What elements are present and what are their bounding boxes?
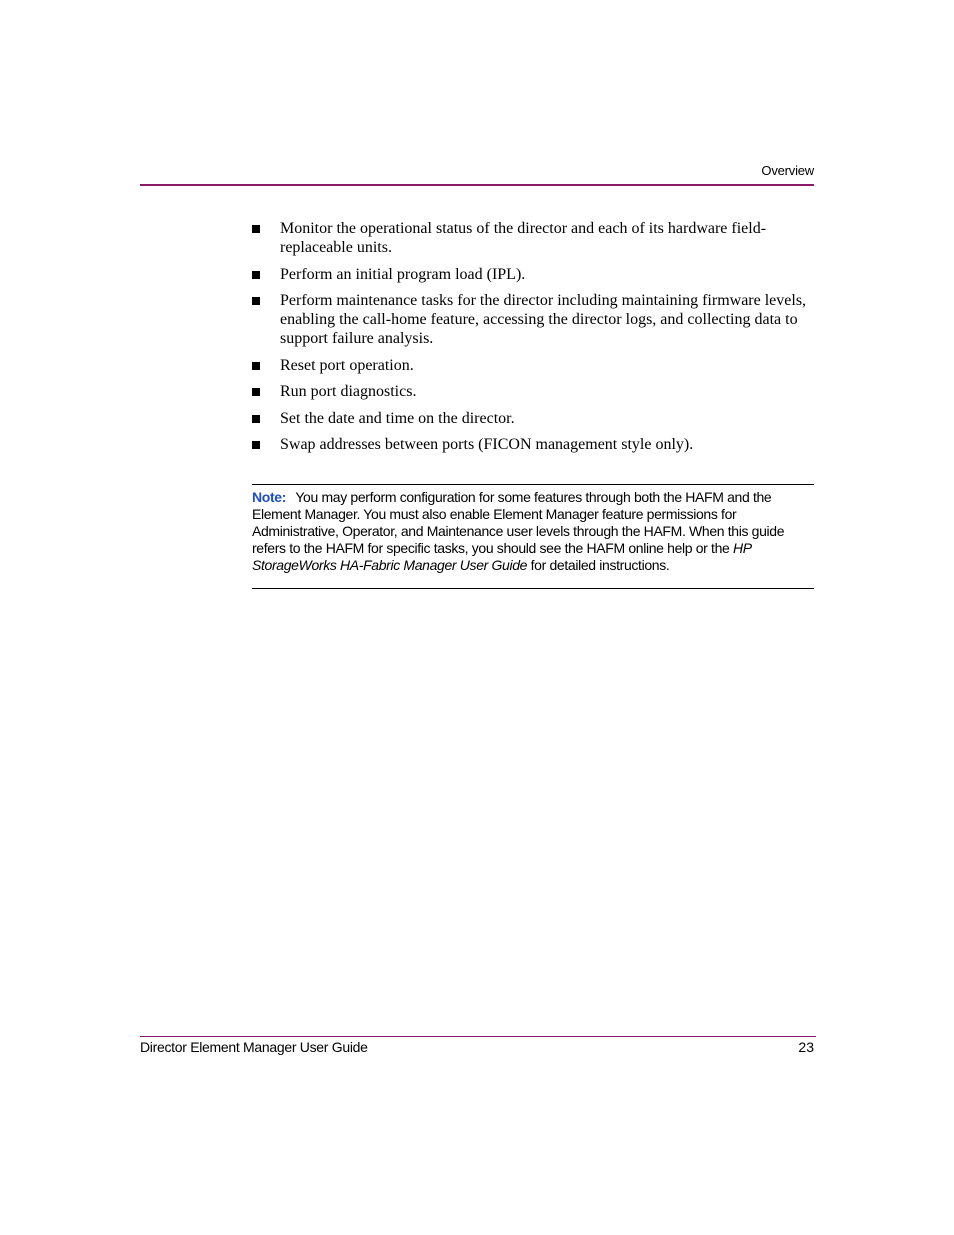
list-item-text: Swap addresses between ports (FICON management style only).: [280, 436, 694, 453]
square-bullet-icon: [252, 415, 260, 423]
square-bullet-icon: [252, 271, 260, 279]
note-body-text: You may perform configuration for some features through both the HAFM and the Element Manager. You must also enable Element Manager feature permissions for Administrative, Operator, and Maintenance user levels through the HAFM. When this guide refers to the HAFM for specific tasks, you should see the HAFM online help or the: [252, 489, 785, 556]
list-item: [252, 219, 814, 257]
list-item: [252, 291, 814, 348]
list-item-text: Perform maintenance tasks for the director including maintaining firmware levels, enabling the call-home feature, accessing the director logs, and collecting data to support failure analysis.: [280, 292, 807, 347]
square-bullet-icon: [252, 225, 260, 233]
square-bullet-icon: [252, 441, 260, 449]
guide-title-reference: HP StorageWorks HA-Fabric Manager User Guide: [252, 540, 752, 573]
note-closing-text: for detailed instructions.: [530, 557, 670, 573]
list-item: [252, 356, 814, 375]
square-bullet-icon: [252, 362, 260, 370]
note-label: Note:: [252, 489, 287, 505]
list-item-text: Set the date and time on the director.: [280, 409, 515, 427]
header-rule: [140, 184, 814, 186]
note-top-rule: [252, 484, 814, 485]
list-item: [252, 435, 814, 454]
running-header: Overview: [761, 163, 814, 178]
note-box: [252, 489, 818, 574]
feature-bullet-list: [252, 219, 814, 462]
footer-rule: [140, 1036, 816, 1037]
square-bullet-icon: [252, 297, 260, 305]
square-bullet-icon: [252, 388, 260, 396]
footer-document-title: Director Element Manager User Guide: [140, 1039, 368, 1055]
list-item: [252, 382, 814, 401]
list-item-text: Perform an initial program load (IPL).: [280, 265, 526, 283]
list-item-text: Monitor the operational status of the director and each of its hardware field-replaceable units.: [280, 220, 767, 256]
list-item-text: Reset port operation.: [280, 356, 414, 374]
list-item: [252, 265, 814, 284]
list-item: [252, 409, 814, 428]
note-bottom-rule: [252, 588, 814, 589]
list-item-text: Run port diagnostics.: [280, 383, 417, 400]
page-number: 23: [798, 1039, 814, 1055]
